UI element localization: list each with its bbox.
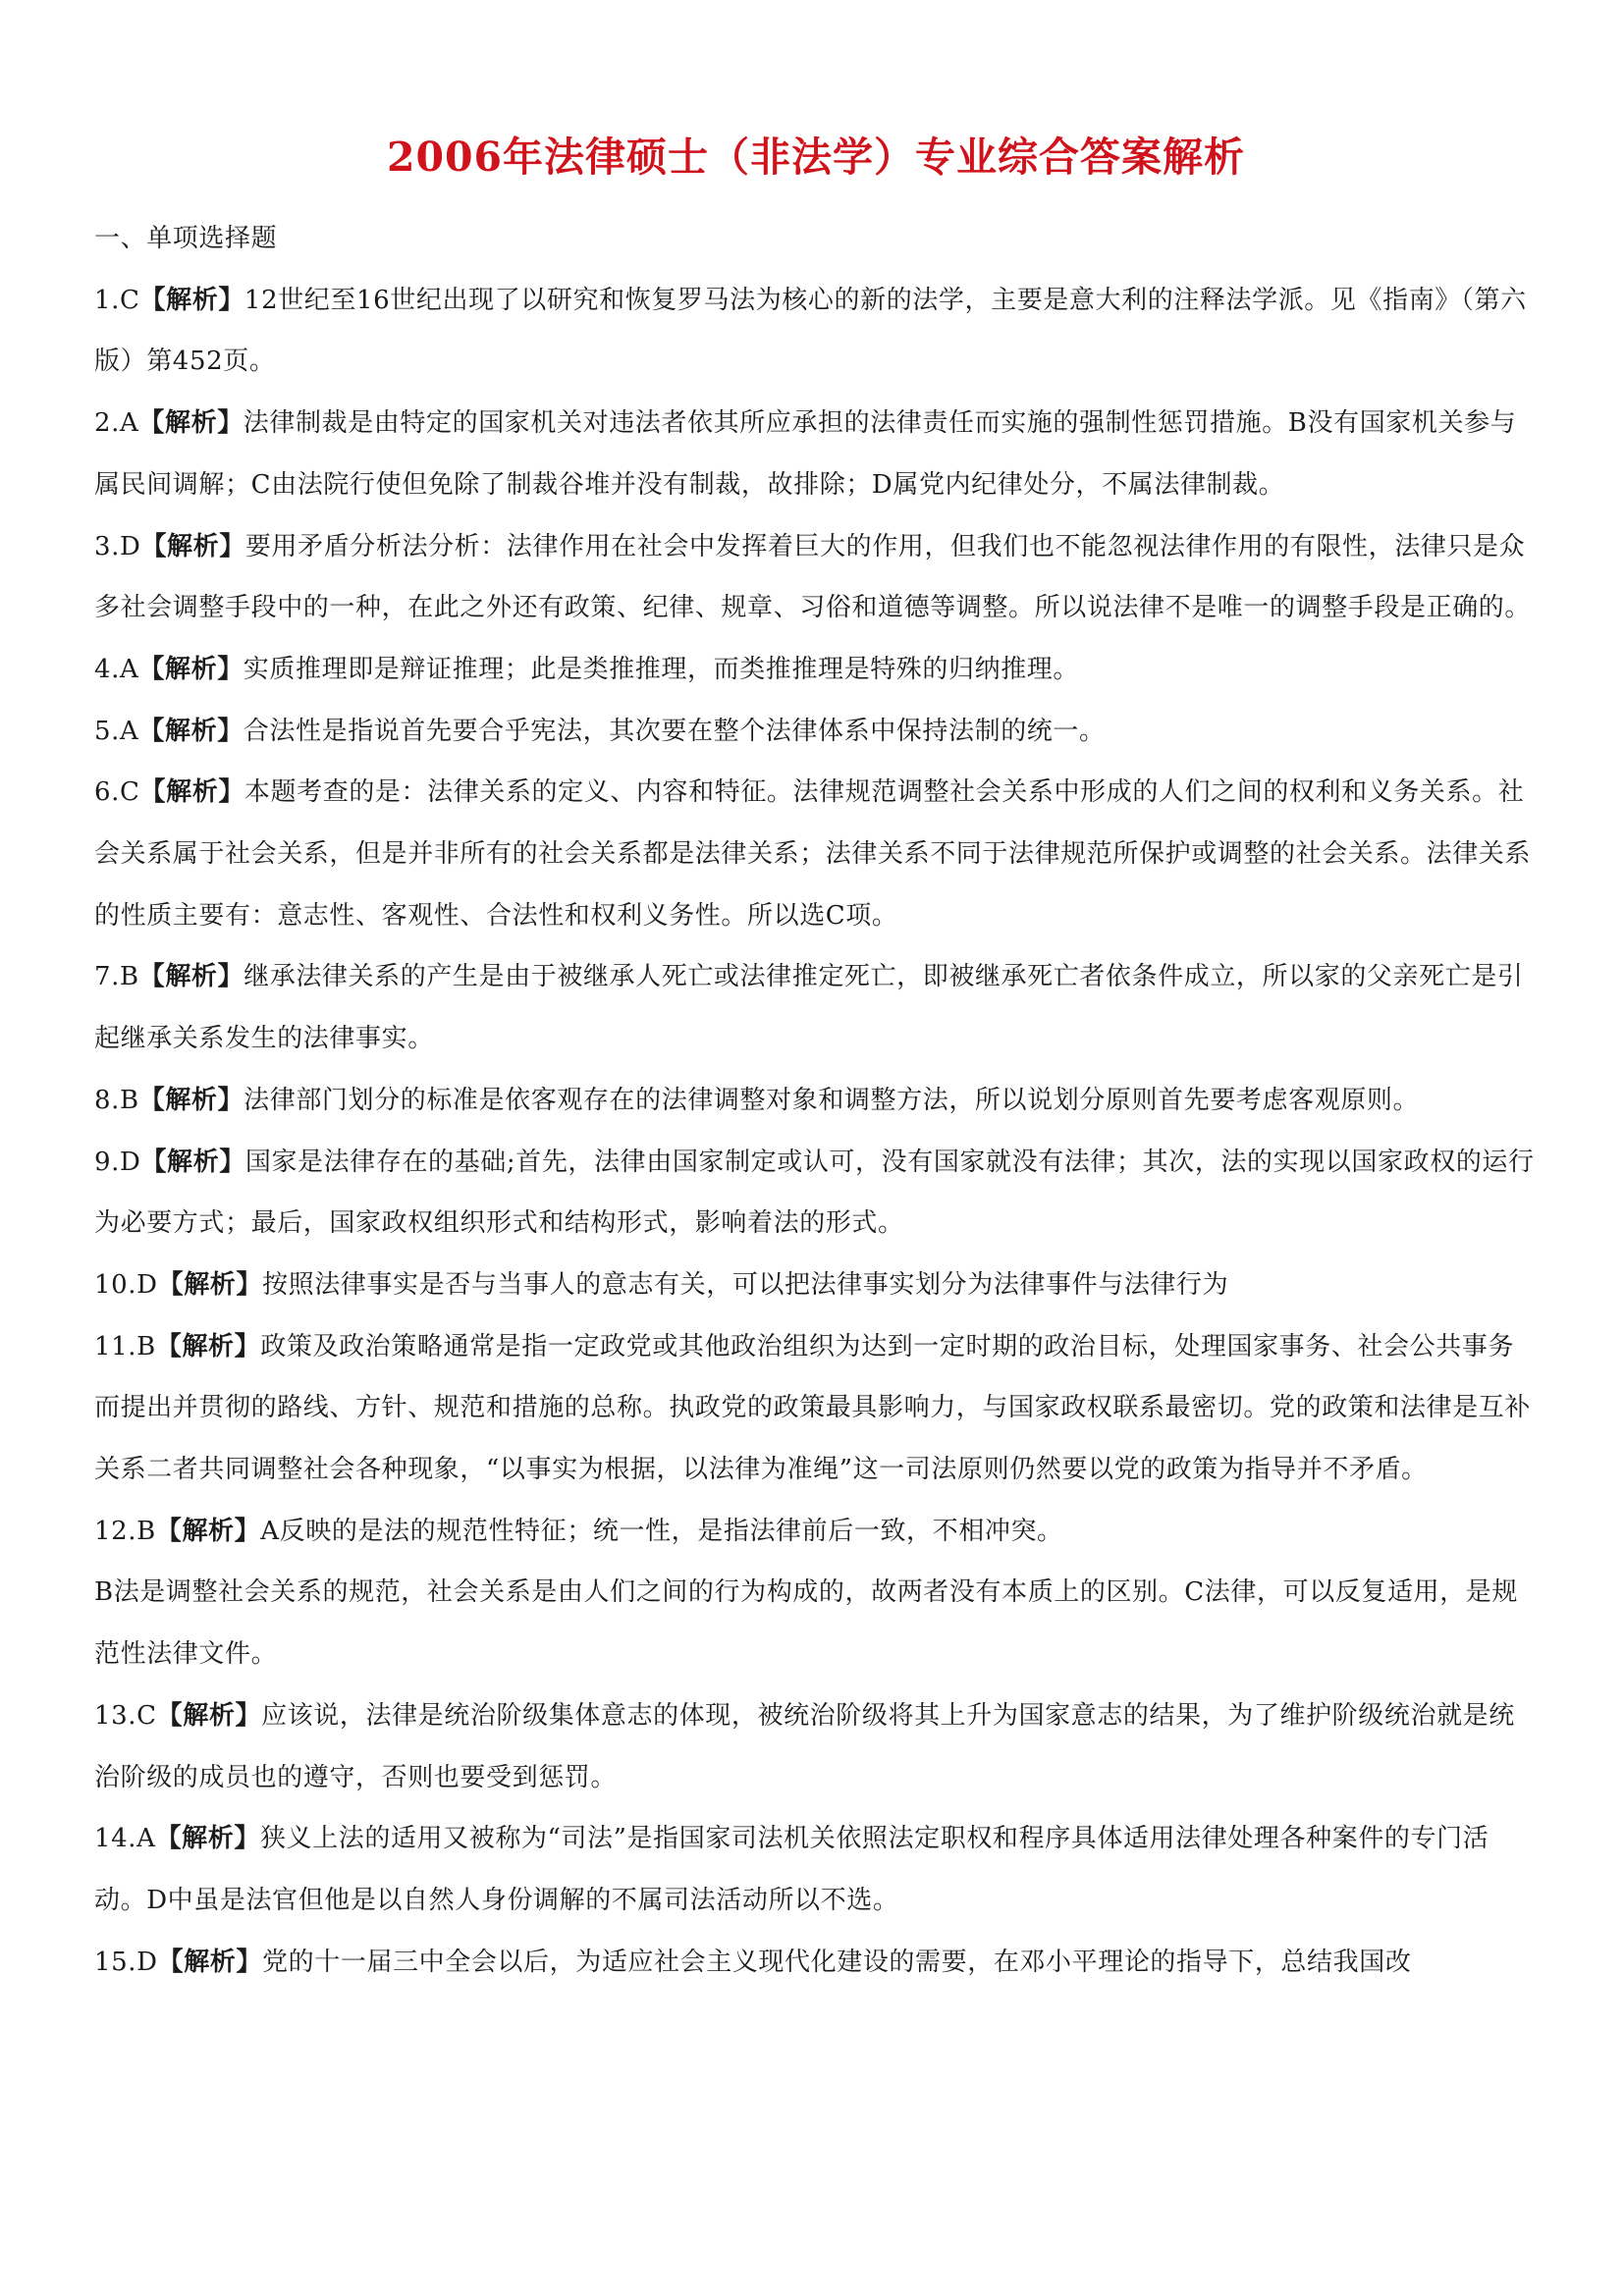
analysis-tag: 【解析】 bbox=[157, 1269, 263, 1300]
analysis-text: 实质推理即是辩证推理；此是类推推理，而类推推理是特殊的归纳推理。 bbox=[243, 654, 1079, 684]
answer-entry bbox=[94, 516, 1538, 639]
analysis-tag: 【解析】 bbox=[138, 716, 244, 746]
answer-entry bbox=[94, 701, 1538, 763]
analysis-text: 党的十一届三中全会以后，为适应社会主义现代化建设的需要，在邓小平理论的指导下，总结我国改 bbox=[262, 1947, 1412, 1977]
answer-entry bbox=[94, 1501, 1538, 1563]
answer-entry bbox=[94, 1932, 1538, 1994]
analysis-text: B法是调整社会关系的规范，社会关系是由人们之间的行为构成的，故两者没有本质上的区别。C法律，可以反复适用，是规范性法律文件。 bbox=[94, 1577, 1519, 1670]
analysis-text: 12世纪至16世纪出现了以研究和恢复罗马法为核心的新的法学，主要是意大利的注释法学派。见《指南》（第六版）第452页。 bbox=[94, 285, 1527, 377]
analysis-tag: 【解析】 bbox=[140, 1147, 245, 1177]
analysis-text: A反映的是法的规范性特征；统一性，是指法律前后一致，不相冲突。 bbox=[260, 1516, 1063, 1546]
analysis-text: 法律部门划分的标准是依客观存在的法律调整对象和调整方法，所以说划分原则首先要考虑客观原则。 bbox=[244, 1085, 1420, 1115]
answer-number: 10.D bbox=[94, 1269, 158, 1300]
answer-entry bbox=[94, 1808, 1538, 1931]
analysis-tag: 【解析】 bbox=[155, 1516, 261, 1546]
analysis-text: 继承法律关系的产生是由于被继承人死亡或法律推定死亡，即被继承死亡者依条件成立，所以家的父亲死亡是引起继承关系发生的法律事实。 bbox=[94, 962, 1524, 1054]
analysis-text: 狭义上法的适用又被称为“司法”是指国家司法机关依照法定职权和程序具体适用法律处理各种案件的专门活动。D中虽是法官但他是以自然人身份调解的不属司法活动所以不选。 bbox=[94, 1824, 1489, 1915]
answer-entry bbox=[94, 1685, 1538, 1808]
answer-number: 6.C bbox=[94, 777, 140, 808]
answer-entry bbox=[94, 1070, 1538, 1132]
answer-number: 15.D bbox=[94, 1947, 158, 1977]
document-title: 2006年法律硕士（非法学）专业综合答案解析 bbox=[386, 133, 1246, 181]
answer-number: 7.B bbox=[94, 962, 139, 992]
analysis-tag: 【解析】 bbox=[138, 962, 244, 992]
analysis-tag: 【解析】 bbox=[138, 408, 244, 439]
answer-entry bbox=[94, 1255, 1538, 1316]
answer-list bbox=[94, 270, 1538, 1994]
answer-number: 13.C bbox=[94, 1700, 157, 1731]
answer-number: 2.A bbox=[94, 408, 139, 439]
answer-entry bbox=[94, 639, 1538, 701]
analysis-tag: 【解析】 bbox=[155, 1824, 260, 1854]
answer-number: 3.D bbox=[94, 531, 141, 561]
analysis-text: 本题考查的是：法律关系的定义、内容和特征。法律规范调整社会关系中形成的人们之间的权利和义务关系。社会关系属于社会关系，但是并非所有的社会关系都是法律关系；法律关系不同于法律规范所保护或调整的社会关系。法律关系的性质主要有：意志性、客观性、合法性和权利义务性。所以选C项。 bbox=[94, 777, 1532, 931]
answer-number: 12.B bbox=[94, 1516, 156, 1546]
section-heading: 一、单项选择题 bbox=[94, 224, 278, 253]
analysis-text: 政策及政治策略通常是指一定政党或其他政治组织为达到一定时期的政治目标，处理国家事务、社会公共事务而提出并贯彻的路线、方针、规范和措施的总称。执政党的政策最具影响力，与国家政权联系最密切。党的政策和法律是互补关系二者共同调整社会各种现象，“以事实为根据，以法律为准绳”这一司法原则仍然要以党的政策为指导并不矛盾。 bbox=[94, 1331, 1532, 1485]
answer-entry bbox=[94, 1562, 1538, 1684]
analysis-tag: 【解析】 bbox=[139, 777, 244, 808]
answer-number: 9.D bbox=[94, 1147, 141, 1177]
analysis-tag: 【解析】 bbox=[140, 531, 245, 561]
answer-number: 1.C bbox=[94, 285, 140, 315]
answer-entry bbox=[94, 762, 1538, 946]
analysis-tag: 【解析】 bbox=[138, 1085, 244, 1115]
answer-number: 11.B bbox=[94, 1331, 156, 1362]
analysis-tag: 【解析】 bbox=[139, 285, 244, 315]
analysis-text: 国家是法律存在的基础;首先，法律由国家制定或认可，没有国家就没有法律；其次，法的实现以国家政权的运行为必要方式；最后，国家政权组织形式和结构形式，影响着法的形式。 bbox=[94, 1147, 1535, 1239]
analysis-text: 应该说，法律是统治阶级集体意志的体现，被统治阶级将其上升为国家意志的结果，为了维护阶级统治就是统治阶级的成员也的遵守，否则也要受到惩罚。 bbox=[94, 1700, 1515, 1792]
answer-entry bbox=[94, 393, 1538, 515]
answer-entry bbox=[94, 946, 1538, 1069]
analysis-tag: 【解析】 bbox=[157, 1947, 263, 1977]
answer-number: 5.A bbox=[94, 716, 139, 746]
answer-entry bbox=[94, 270, 1538, 393]
answer-number: 8.B bbox=[94, 1085, 139, 1115]
answer-number: 4.A bbox=[94, 654, 139, 684]
analysis-text: 按照法律事实是否与当事人的意志有关，可以把法律事实划分为法律事件与法律行为 bbox=[262, 1269, 1229, 1300]
answer-entry bbox=[94, 1132, 1538, 1255]
document-body bbox=[94, 208, 1538, 1993]
answer-number: 14.A bbox=[94, 1824, 156, 1854]
answer-entry bbox=[94, 1316, 1538, 1501]
analysis-tag: 【解析】 bbox=[155, 1331, 261, 1362]
analysis-text: 法律制裁是由特定的国家机关对违法者依其所应承担的法律责任而实施的强制性惩罚措施。B没有国家机关参与属民间调解；C由法院行使但免除了制裁谷堆并没有制裁，故排除；D属党内纪律处分，不属法律制裁。 bbox=[94, 408, 1517, 500]
analysis-tag: 【解析】 bbox=[138, 654, 244, 684]
analysis-text: 要用矛盾分析法分析：法律作用在社会中发挥着巨大的作用，但我们也不能忽视法律作用的有限性，法律只是众多社会调整手段中的一种，在此之外还有政策、纪律、规章、习俗和道德等调整。所以说法律不是唯一的调整手段是正确的。 bbox=[94, 531, 1532, 623]
analysis-tag: 【解析】 bbox=[156, 1700, 262, 1731]
analysis-text: 合法性是指说首先要合乎宪法，其次要在整个法律体系中保持法制的统一。 bbox=[243, 716, 1106, 746]
